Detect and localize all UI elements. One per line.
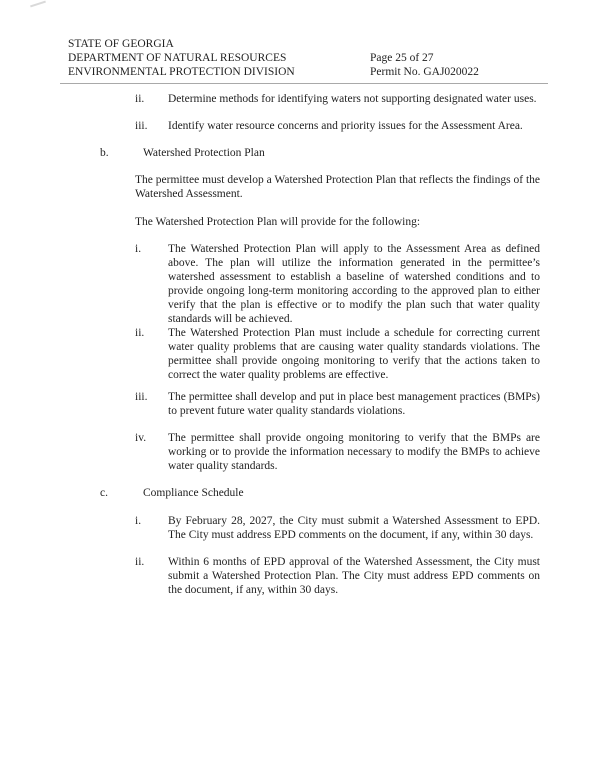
header-division: ENVIRONMENTAL PROTECTION DIVISION [68,66,295,78]
paragraph: The Watershed Protection Plan will provide for the following: [135,216,421,228]
list-item-marker: ii. [135,93,145,105]
list-item [135,431,540,473]
list-item [135,326,540,382]
section-marker: c. [100,487,108,499]
header-state: STATE OF GEORGIA [68,38,174,50]
page-header [68,37,540,79]
section-heading-b [100,146,540,160]
document-body [68,92,540,597]
list-item [135,92,540,106]
list-item-text: Identify water resource concerns and priority issues for the Assessment Area. [168,120,523,132]
list-item-text: The permittee shall provide ongoing monitoring to verify that the BMPs are working or to provide the information necessary to modify the BMPs to achieve water quality standards. [168,432,540,472]
section-heading-c [100,486,540,500]
list-item-marker: i. [135,515,142,527]
paragraph: The permittee must develop a Watershed Protection Plan that reflects the findings of the Watershed Assessment. [135,174,540,200]
list-item-marker: iii. [135,120,148,132]
list-item-marker: i. [135,243,142,255]
list-item-text: Determine methods for identifying waters not supporting designated water uses. [168,93,537,105]
list-item-marker: iii. [135,391,148,403]
list-item [135,555,540,597]
section-title: Compliance Schedule [143,487,244,499]
list-item-text: The Watershed Protection Plan will apply to the Assessment Area as defined above. The plan will utilize the information generated in the permittee’s watershed assessment to establish a baseline of watershed conditions and to provide ongoing long-term monitoring according to the approved plan to either verify that the plan is effective or to modify the plan such that water quality standards will be achieved. [168,243,540,325]
header-row-division [68,65,540,79]
list-item-marker: ii. [135,556,145,568]
list-item-text: The Watershed Protection Plan must include a schedule for correcting current water quality problems that are causing water quality standards violations. The permittee shall provide ongoing monitoring to verify that the actions taken to correct the water quality problems are effective. [168,327,540,381]
header-row-department [68,51,540,65]
header-department: DEPARTMENT OF NATURAL RESOURCES [68,52,287,64]
permit-number: Permit No. GAJ020022 [370,66,479,78]
section-title: Watershed Protection Plan [143,147,265,159]
scan-artifact-mark [30,1,46,8]
list-item-marker: ii. [135,327,145,339]
list-item [135,242,540,326]
list-item [135,390,540,418]
list-item-marker: iv. [135,432,147,444]
list-item [135,514,540,542]
page-number: Page 25 of 27 [370,52,434,64]
header-divider [60,83,548,84]
section-marker: b. [100,147,109,159]
list-item-text: The permittee shall develop and put in place best management practices (BMPs) to prevent future water quality standards violations. [168,391,540,417]
list-item-text: Within 6 months of EPD approval of the Watershed Assessment, the City must submit a Watershed Protection Plan. The City must address EPD comments on the document, if any, within 30 days. [168,556,540,596]
list-item [135,119,540,133]
header-row-state [68,37,540,51]
list-item-text: By February 28, 2027, the City must submit a Watershed Assessment to EPD. The City must address EPD comments on the document, if any, within 30 days. [168,515,540,541]
